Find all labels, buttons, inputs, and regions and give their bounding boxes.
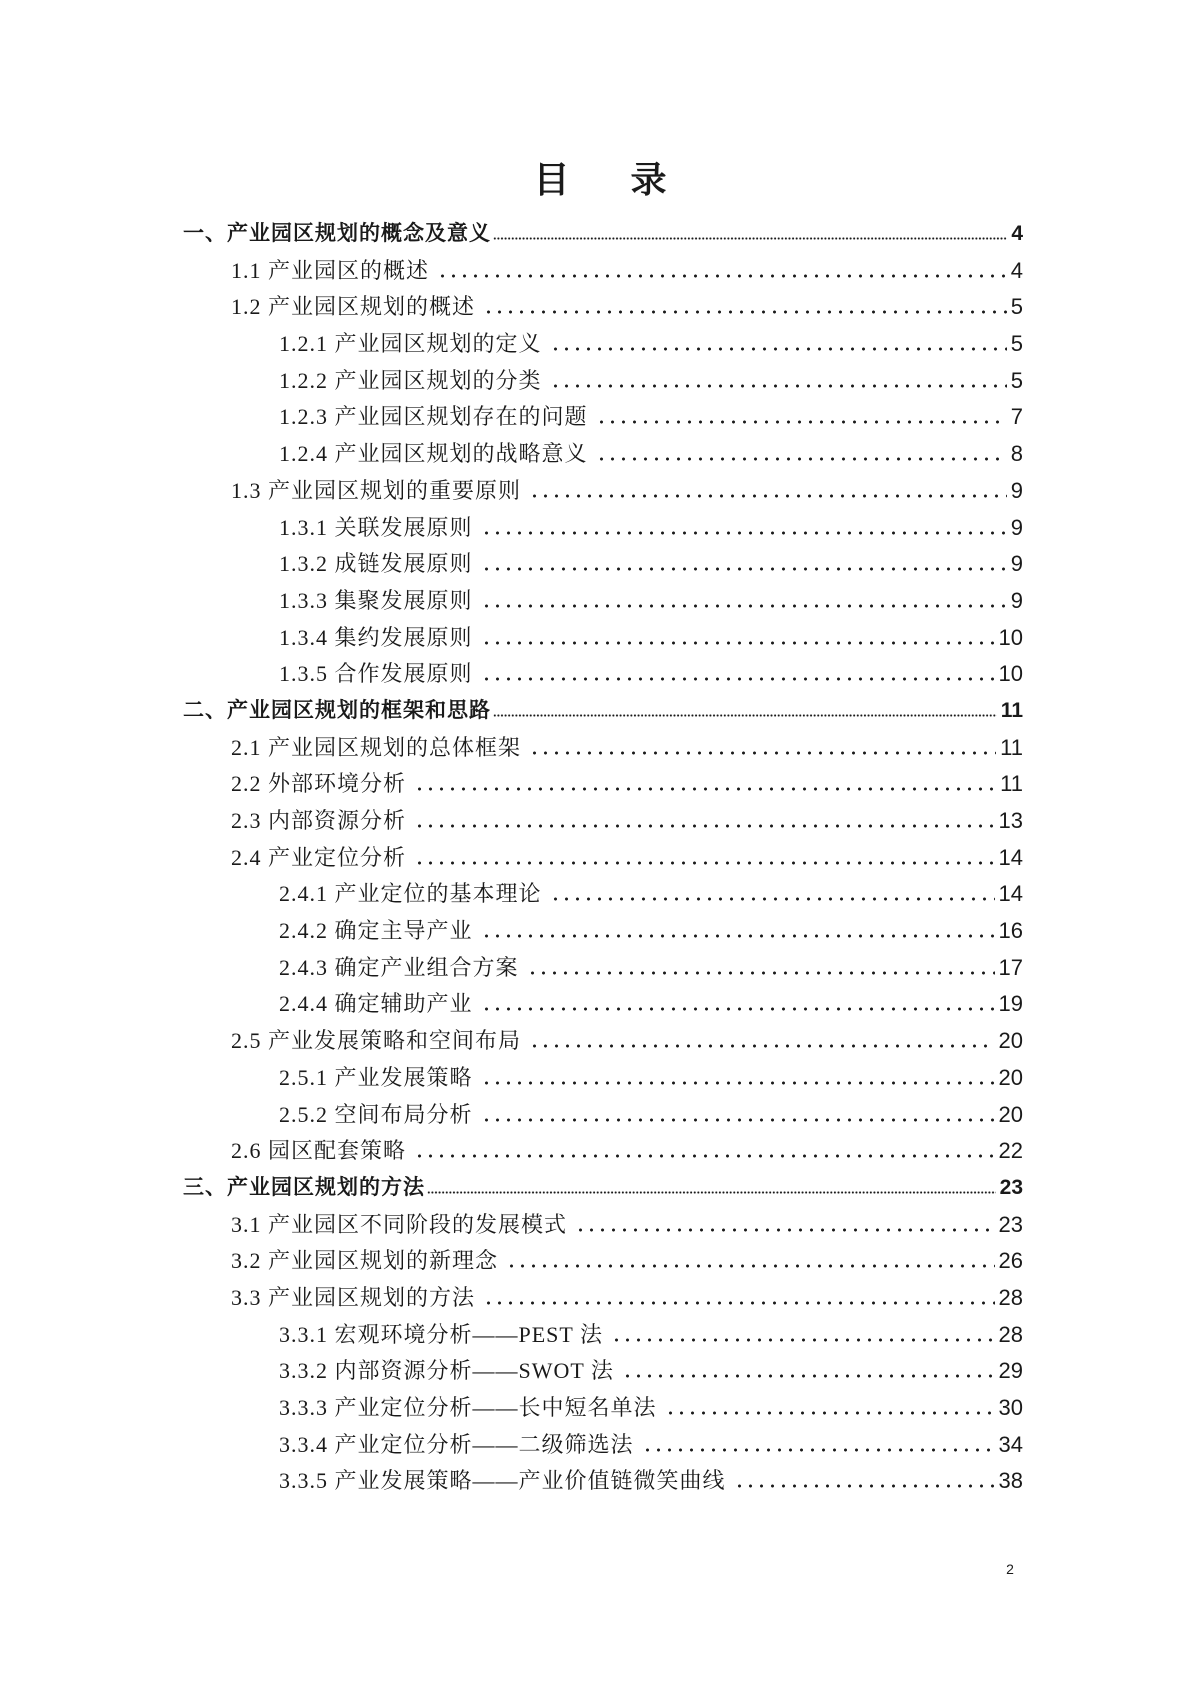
toc-entry-label: 1.1 产业园区的概述 <box>231 257 430 283</box>
toc-entry-label: 3.2 产业园区规划的新理念 <box>231 1248 499 1274</box>
toc-entry-label: 1.3.1 关联发展原则 <box>279 514 473 540</box>
toc-entry-page: 11 <box>1000 771 1023 797</box>
toc-entry-chapter[interactable] <box>183 693 1023 730</box>
toc-entry-section[interactable] <box>183 803 1023 840</box>
dot-leader <box>527 971 995 975</box>
toc-entry-label: 1.3.2 成链发展原则 <box>279 551 473 577</box>
dot-leader <box>550 384 1007 388</box>
toc-entry-section[interactable] <box>183 730 1023 767</box>
dot-leader <box>414 824 995 828</box>
toc-entry-label: 三、产业园区规划的方法 <box>183 1175 425 1199</box>
toc-entry-label: 1.2.3 产业园区规划存在的问题 <box>279 404 588 430</box>
dot-leader <box>596 457 1007 461</box>
toc-entry-subsection[interactable] <box>183 1463 1023 1500</box>
dot-leader <box>529 494 1007 498</box>
toc-entry-page: 23 <box>999 1175 1023 1199</box>
toc-entry-page: 5 <box>1010 294 1023 320</box>
toc-entry-page: 23 <box>998 1211 1023 1237</box>
toc-entry-section[interactable] <box>183 1133 1023 1170</box>
dot-leader <box>550 897 995 901</box>
toc-entry-label: 2.5.2 空间布局分析 <box>279 1101 473 1127</box>
toc-entry-label: 1.2.4 产业园区规划的战略意义 <box>279 441 588 467</box>
toc-entry-subsection[interactable] <box>183 1060 1023 1097</box>
toc-entry-section[interactable] <box>183 766 1023 803</box>
dot-leader <box>481 1007 995 1011</box>
toc-entry-label: 二、产业园区规划的框架和思路 <box>183 698 491 722</box>
toc-entry-label: 2.4.2 确定主导产业 <box>279 918 473 944</box>
toc-entry-page: 4 <box>1011 222 1023 245</box>
dot-leader <box>481 567 1007 571</box>
toc-entry-subsection[interactable] <box>183 399 1023 436</box>
toc-entry-label: 2.4.4 确定辅助产业 <box>279 991 473 1017</box>
toc-entry-page: 14 <box>998 844 1023 870</box>
toc-entry-section[interactable] <box>183 289 1023 326</box>
dot-leader <box>481 677 995 681</box>
toc-entry-subsection[interactable] <box>183 876 1023 913</box>
toc-entry-label: 2.4.1 产业定位的基本理论 <box>279 881 542 907</box>
toc-entry-label: 3.3 产业园区规划的方法 <box>231 1284 476 1310</box>
toc-entry-subsection[interactable] <box>183 1317 1023 1354</box>
toc-entry-section[interactable] <box>183 1243 1023 1280</box>
toc-entry-page: 19 <box>998 991 1023 1017</box>
toc-entry-label: 3.3.1 宏观环境分析——PEST 法 <box>279 1321 603 1347</box>
toc-entry-page: 9 <box>1010 587 1023 613</box>
toc-entry-label: 2.4.3 确定产业组合方案 <box>279 954 519 980</box>
dot-leader <box>414 787 996 791</box>
dot-leader <box>481 1081 995 1085</box>
dot-leader <box>437 274 1007 278</box>
toc-entry-label: 1.3.3 集聚发展原则 <box>279 587 473 613</box>
toc-entry-section[interactable] <box>183 1207 1023 1244</box>
toc-entry-label: 3.1 产业园区不同阶段的发展模式 <box>231 1211 568 1237</box>
toc-entry-label: 1.3.4 集约发展原则 <box>279 624 473 650</box>
toc-entry-subsection[interactable] <box>183 1390 1023 1427</box>
table-of-contents <box>183 216 1023 1500</box>
toc-entry-page: 20 <box>998 1064 1023 1090</box>
toc-entry-page: 38 <box>998 1468 1023 1494</box>
toc-entry-subsection[interactable] <box>183 913 1023 950</box>
toc-entry-label: 3.3.3 产业定位分析——长中短名单法 <box>279 1395 657 1420</box>
dot-leader <box>529 1044 995 1048</box>
dot-leader <box>493 714 997 717</box>
page-title: 目 录 <box>533 160 667 200</box>
toc-entry-page: 9 <box>1010 514 1023 540</box>
toc-entry-page: 34 <box>998 1431 1023 1457</box>
toc-entry-section[interactable] <box>183 253 1023 290</box>
toc-entry-label: 2.5.1 产业发展策略 <box>279 1064 473 1090</box>
toc-entry-page: 20 <box>998 1028 1023 1054</box>
toc-entry-chapter[interactable] <box>183 1170 1023 1207</box>
toc-entry-page: 30 <box>998 1395 1023 1420</box>
dot-leader <box>550 347 1007 351</box>
toc-entry-section[interactable] <box>183 840 1023 877</box>
toc-entry-page: 26 <box>998 1248 1023 1274</box>
toc-entry-page: 5 <box>1010 367 1023 393</box>
dot-leader <box>596 420 1007 424</box>
toc-entry-page: 28 <box>998 1321 1023 1347</box>
toc-entry-label: 3.3.2 内部资源分析——SWOT 法 <box>279 1358 614 1384</box>
toc-entry-section[interactable] <box>183 473 1023 510</box>
footer-page-number: 2 <box>1006 1561 1014 1577</box>
toc-entry-page: 11 <box>1000 698 1023 722</box>
dot-leader <box>481 604 1007 608</box>
toc-entry-label: 2.4 产业定位分析 <box>231 844 407 870</box>
toc-entry-label: 1.3.5 合作发展原则 <box>279 661 473 687</box>
dot-leader <box>734 1484 995 1488</box>
toc-entry-section[interactable] <box>183 1023 1023 1060</box>
toc-entry-label: 2.6 园区配套策略 <box>231 1138 407 1164</box>
dot-leader <box>611 1338 995 1342</box>
toc-entry-subsection[interactable] <box>183 363 1023 400</box>
toc-entry-page: 7 <box>1010 404 1023 430</box>
toc-entry-page: 10 <box>998 661 1023 687</box>
toc-entry-subsection[interactable] <box>183 1097 1023 1134</box>
toc-entry-label: 1.2.1 产业园区规划的定义 <box>279 331 542 357</box>
toc-entry-page: 29 <box>998 1358 1023 1384</box>
toc-entry-subsection[interactable] <box>183 510 1023 547</box>
dot-leader <box>665 1411 995 1415</box>
toc-entry-label: 2.1 产业园区规划的总体框架 <box>231 734 522 760</box>
toc-entry-page: 5 <box>1010 331 1023 357</box>
toc-entry-subsection[interactable] <box>183 620 1023 657</box>
toc-entry-page: 10 <box>998 624 1023 650</box>
dot-leader <box>481 641 995 645</box>
toc-entry-page: 28 <box>998 1284 1023 1310</box>
toc-entry-subsection[interactable] <box>183 1353 1023 1390</box>
dot-leader <box>481 934 995 938</box>
dot-leader <box>622 1374 995 1378</box>
toc-entry-subsection[interactable] <box>183 656 1023 693</box>
toc-entry-page: 9 <box>1010 477 1023 503</box>
toc-entry-page: 11 <box>1000 734 1023 760</box>
dot-leader <box>481 1118 995 1122</box>
toc-entry-page: 22 <box>998 1138 1023 1164</box>
toc-entry-page: 20 <box>998 1101 1023 1127</box>
toc-entry-chapter[interactable] <box>183 216 1023 253</box>
toc-entry-label: 3.3.5 产业发展策略——产业价值链微笑曲线 <box>279 1468 726 1494</box>
dot-leader <box>493 237 1007 240</box>
toc-entry-page: 13 <box>998 808 1023 833</box>
toc-entry-subsection[interactable] <box>183 950 1023 987</box>
toc-entry-label: 3.3.4 产业定位分析——二级筛选法 <box>279 1431 634 1457</box>
toc-entry-page: 8 <box>1010 441 1023 467</box>
dot-leader <box>483 310 1007 314</box>
dot-leader <box>414 861 995 865</box>
toc-entry-subsection[interactable] <box>183 546 1023 583</box>
toc-entry-subsection[interactable] <box>183 583 1023 620</box>
toc-entry-page: 4 <box>1010 257 1023 283</box>
toc-entry-subsection[interactable] <box>183 1427 1023 1464</box>
toc-entry-subsection[interactable] <box>183 986 1023 1023</box>
toc-entry-page: 9 <box>1010 551 1023 577</box>
dot-leader <box>529 751 996 755</box>
toc-entry-label: 2.5 产业发展策略和空间布局 <box>231 1028 522 1054</box>
toc-entry-page: 16 <box>998 918 1023 944</box>
toc-entry-label: 2.2 外部环境分析 <box>231 771 407 797</box>
toc-entry-page: 17 <box>998 954 1023 980</box>
dot-leader <box>642 1448 995 1452</box>
toc-entry-subsection[interactable] <box>183 326 1023 363</box>
dot-leader <box>427 1191 996 1194</box>
dot-leader <box>506 1264 995 1268</box>
dot-leader <box>414 1154 995 1158</box>
toc-entry-label: 2.3 内部资源分析 <box>231 808 407 833</box>
dot-leader <box>481 531 1007 535</box>
toc-entry-page: 14 <box>998 881 1023 907</box>
toc-entry-label: 1.3 产业园区规划的重要原则 <box>231 477 522 503</box>
dot-leader <box>575 1228 995 1232</box>
toc-entry-label: 1.2.2 产业园区规划的分类 <box>279 367 542 393</box>
dot-leader <box>483 1301 995 1305</box>
toc-entry-label: 一、产业园区规划的概念及意义 <box>183 222 491 245</box>
toc-entry-section[interactable] <box>183 1280 1023 1317</box>
toc-entry-label: 1.2 产业园区规划的概述 <box>231 294 476 320</box>
toc-entry-subsection[interactable] <box>183 436 1023 473</box>
